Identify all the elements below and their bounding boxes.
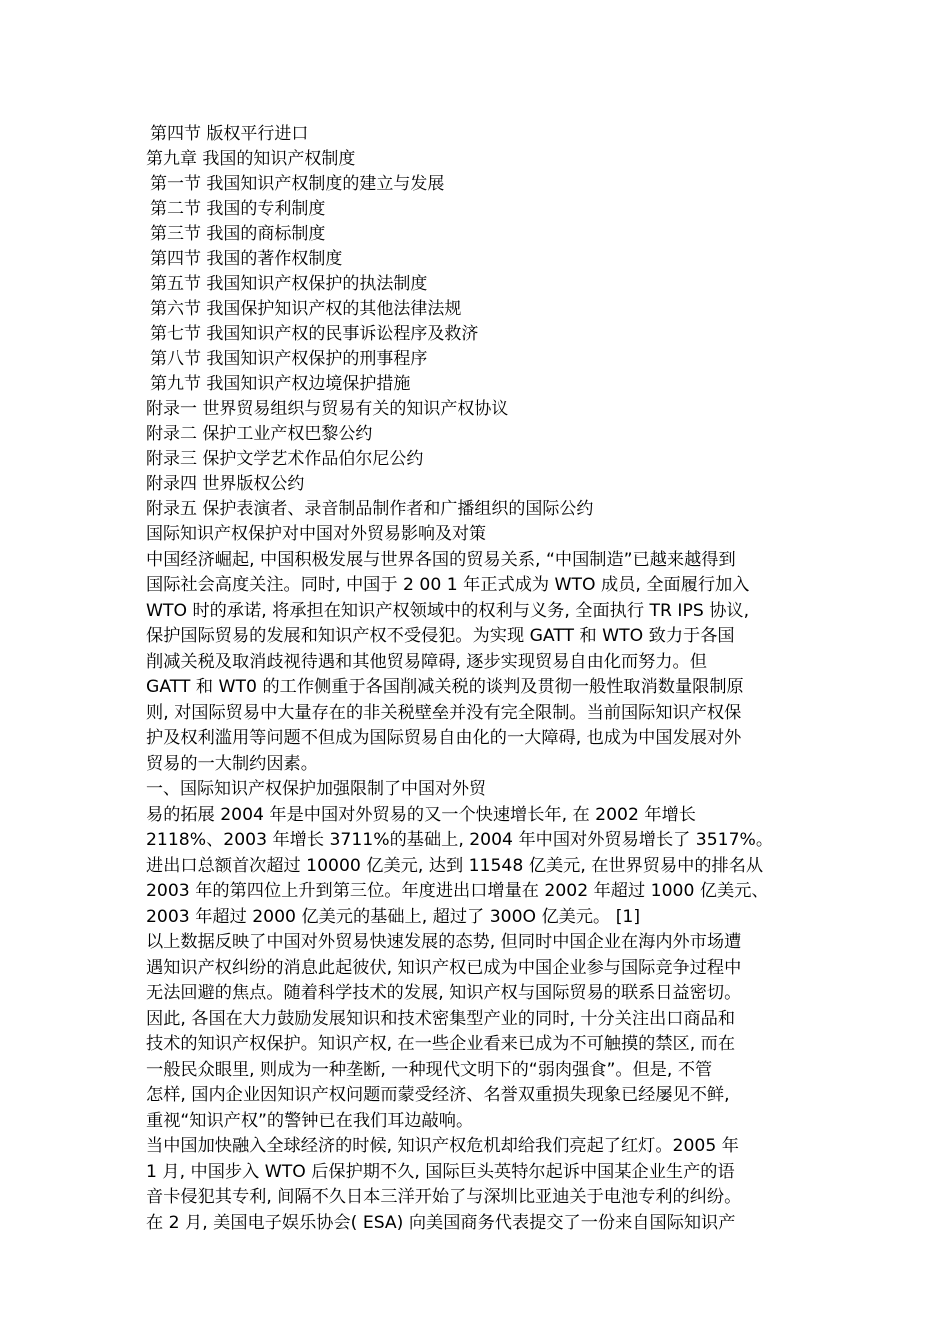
toc-entry: 第六节 我国保护知识产权的其他法律法规 bbox=[150, 299, 462, 319]
paragraph-2 bbox=[146, 930, 806, 1134]
paragraph-line: 保护国际贸易的发展和知识产权不受侵犯。为实现 GATT 和 WTO 致力于各国 bbox=[146, 626, 735, 646]
intro-paragraph bbox=[146, 548, 806, 778]
toc-entry: 第八节 我国知识产权保护的刑事程序 bbox=[150, 349, 428, 369]
toc-entry: 第五节 我国知识产权保护的执法制度 bbox=[150, 274, 428, 294]
paragraph-line: 因此, 各国在大力鼓励发展知识和技术密集型产业的同时, 十分关注出口商品和 bbox=[146, 1008, 736, 1029]
paragraph-line: 护及权利滥用等问题不但成为国际贸易自由化的一大障碍, 也成为中国发展对外 bbox=[146, 728, 742, 748]
paragraph-line: 一般民众眼里, 则成为一种垄断, 一种现代文明下的“弱肉强食”。但是, 不管 bbox=[146, 1059, 713, 1080]
paragraph-line: 以上数据反映了中国对外贸易快速发展的态势, 但同时中国企业在海内外市场遭 bbox=[146, 932, 742, 952]
paragraph-line: 怎样, 国内企业因知识产权问题而蒙受经济、名誉双重损失现象已经屡见不鲜, bbox=[146, 1085, 730, 1105]
paragraph-line: 2003 年超过 2000 亿美元的基础上, 超过了 300O 亿美元。 [1] bbox=[146, 906, 641, 927]
article-body bbox=[146, 522, 806, 1236]
toc-entry: 第九节 我国知识产权边境保护措施 bbox=[150, 374, 411, 394]
toc-entry: 第二节 我国的专利制度 bbox=[150, 199, 326, 219]
paragraph-line: 当中国加快融入全球经济的时候, 知识产权危机却给我们亮起了红灯。2005 年 bbox=[146, 1136, 739, 1156]
paragraph-line: 技术的知识产权保护。知识产权, 在一些企业看来已成为不可触摸的禁区, 而在 bbox=[146, 1034, 736, 1054]
paragraph-line: 无法回避的焦点。随着科学技术的发展, 知识产权与国际贸易的联系日益密切。 bbox=[146, 983, 742, 1003]
paragraph-line: 易的拓展 2004 年是中国对外贸易的又一个快速增长年, 在 2002 年增长 bbox=[146, 804, 696, 825]
paragraph-line: 贸易的一大制约因素。 bbox=[146, 753, 318, 774]
toc-appendix-entry: 附录二 保护工业产权巴黎公约 bbox=[146, 424, 373, 444]
paragraph-line: 国际社会高度关注。同时, 中国于 2 00 1 年正式成为 WTO 成员, 全面履行加入 bbox=[146, 575, 750, 595]
paragraph-line: WTO 时的承诺, 将承担在知识产权领域中的权利与义务, 全面执行 TR IPS 协议, bbox=[146, 600, 750, 621]
paragraph-line: GATT 和 WT0 的工作侧重于各国削减关税的谈判及贯彻一般性取消数量限制原 bbox=[146, 677, 744, 697]
paragraph-line: 重视“知识产权”的警钟已在我们耳边敲响。 bbox=[146, 1110, 474, 1131]
toc-entry: 第三节 我国的商标制度 bbox=[150, 224, 326, 244]
paragraph-line: 1 月, 中国步入 WTO 后保护期不久, 国际巨头英特尔起诉中国某企业生产的语 bbox=[146, 1161, 735, 1182]
paragraph-line: 削减关税及取消歧视待遇和其他贸易障碍, 逐步实现贸易自由化而努力。但 bbox=[146, 651, 707, 672]
toc-entry: 第四节 版权平行进口 bbox=[150, 124, 309, 144]
article-title: 国际知识产权保护对中国对外贸易影响及对策 bbox=[146, 524, 486, 544]
toc-appendix-entry: 附录三 保护文学艺术作品伯尔尼公约 bbox=[146, 449, 424, 469]
paragraph-line: 2003 年的第四位上升到第三位。年度进出口增量在 2002 年超过 1000 亿美元、 bbox=[146, 881, 769, 901]
paragraph-3 bbox=[146, 1134, 806, 1236]
section-heading: 一、国际知识产权保护加强限制了中国对外贸 bbox=[146, 779, 486, 799]
toc-entry: 第七节 我国知识产权的民事诉讼程序及救济 bbox=[150, 324, 479, 344]
table-of-contents bbox=[146, 122, 826, 522]
toc-entry: 第九章 我国的知识产权制度 bbox=[146, 149, 356, 169]
paragraph-line: 中国经济崛起, 中国积极发展与世界各国的贸易关系, “中国制造”已越来越得到 bbox=[146, 549, 736, 570]
paragraph-line: 则, 对国际贸易中大量存在的非关税壁垒并没有完全限制。当前国际知识产权保 bbox=[146, 702, 742, 723]
toc-appendix-entry: 附录五 保护表演者、录音制品制作者和广播组织的国际公约 bbox=[146, 499, 594, 519]
paragraph-line: 音卡侵犯其专利, 间隔不久日本三洋开始了与深圳比亚迪关于电池专利的纠纷。 bbox=[146, 1187, 742, 1207]
paragraph-line: 2118%、2003 年增长 3711%的基础上, 2004 年中国对外贸易增长了 3517%。 bbox=[146, 830, 774, 850]
paragraph-line: 进出口总额首次超过 10000 亿美元, 达到 11548 亿美元, 在世界贸易中的排名从 bbox=[146, 855, 764, 876]
toc-appendix-entry: 附录四 世界版权公约 bbox=[146, 474, 305, 494]
toc-entry: 第一节 我国知识产权制度的建立与发展 bbox=[150, 174, 445, 194]
paragraph-line: 在 2 月, 美国电子娱乐协会( ESA) 向美国商务代表提交了一份来自国际知识产 bbox=[146, 1212, 736, 1233]
toc-appendix-entry: 附录一 世界贸易组织与贸易有关的知识产权协议 bbox=[146, 399, 509, 419]
toc-entry: 第四节 我国的著作权制度 bbox=[150, 249, 343, 269]
paragraph-line: 遇知识产权纠纷的消息此起彼伏, 知识产权已成为中国企业参与国际竞争过程中 bbox=[146, 957, 742, 978]
section1-paragraph bbox=[146, 803, 806, 931]
